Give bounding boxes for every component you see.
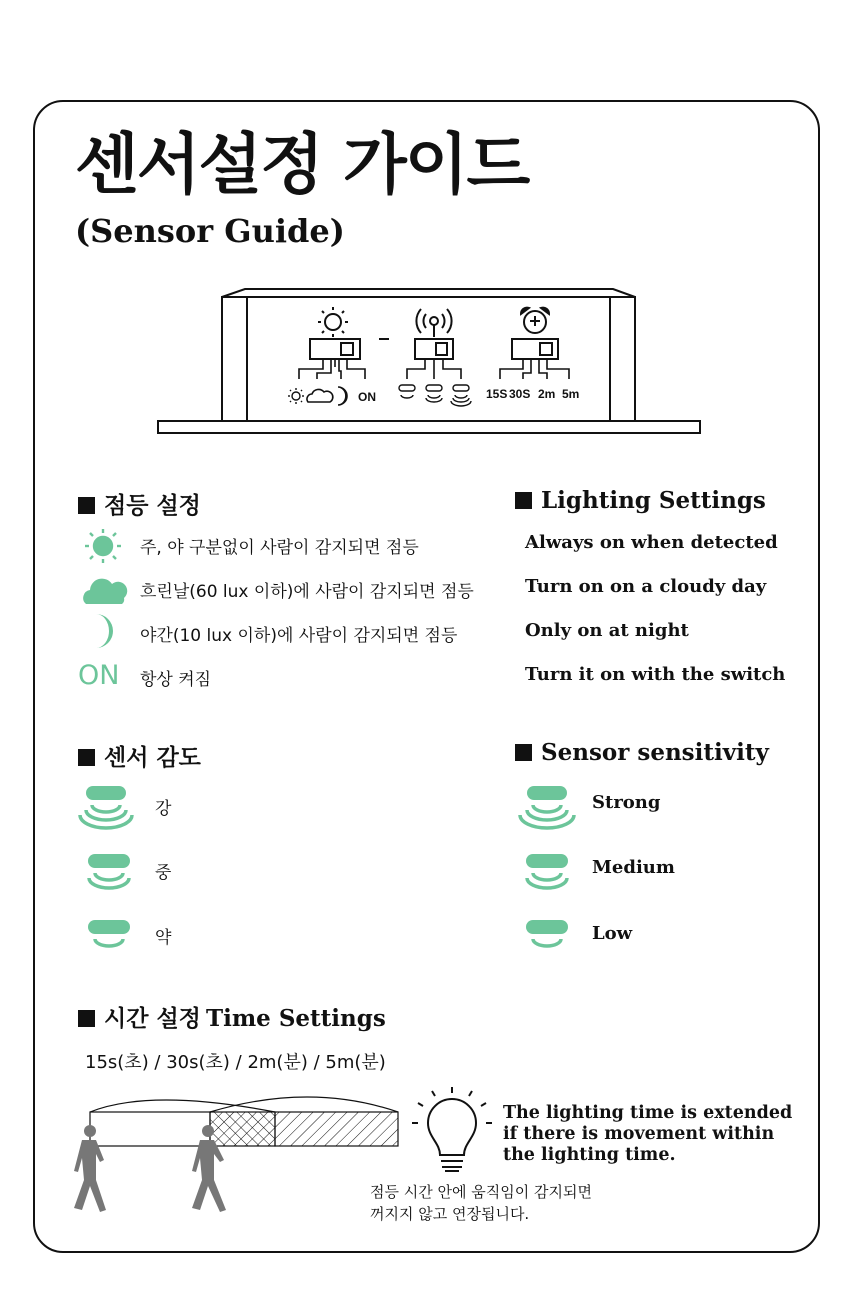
on-small-label: ON (358, 390, 376, 404)
lighting-heading-en-text: Lighting Settings (541, 487, 766, 514)
time-label-5m: 5m (562, 387, 580, 401)
light-bulb-icon (410, 1085, 498, 1177)
lighting-heading-ko (78, 487, 201, 520)
sensitivity-heading-en (515, 739, 769, 766)
time-note-ko-line-1: 점등 시간 안에 움직임이 감지되면 (370, 1183, 592, 1201)
time-note-ko (370, 1181, 592, 1225)
sensitivity-strong-icon (78, 784, 134, 838)
cloud-icon (80, 574, 128, 606)
lighting-row-4-ko: 항상 켜짐 (140, 670, 212, 690)
lighting-row-2-ko: 흐린날(60 lux 이하)에 사람이 감지되면 점등 (140, 582, 474, 602)
time-label-15s: 15S (486, 387, 508, 401)
lighting-heading-en (515, 487, 766, 514)
sensitivity-strong-icon-en (517, 784, 577, 838)
sensitivity-medium-icon (84, 852, 134, 894)
sensitivity-heading-en-text: Sensor sensitivity (541, 739, 769, 766)
sensor-device-illustration (155, 285, 705, 435)
moon-icon (82, 612, 122, 650)
time-heading-en: Time Settings (205, 1005, 386, 1032)
sensitivity-medium-ko: 중 (155, 863, 172, 883)
sensitivity-strong-en: Strong (592, 792, 661, 813)
lighting-row-3-ko: 야간(10 lux 이하)에 사람이 감지되면 점등 (140, 626, 458, 646)
on-icon: ON (78, 660, 120, 691)
lighting-row-1-en: Always on when detected (525, 532, 778, 553)
sensitivity-low-icon-en (522, 918, 572, 952)
lighting-heading-ko-text: 점등 설정 (104, 493, 201, 519)
time-heading (78, 1000, 386, 1033)
time-heading-ko: 시간 설정 (104, 1006, 201, 1032)
sensitivity-medium-icon-en (522, 852, 572, 894)
page-subtitle: (Sensor Guide) (75, 212, 345, 250)
page-title: 센서설정 가이드 (75, 126, 529, 203)
time-note-en (503, 1103, 792, 1166)
lighting-row-3-en: Only on at night (525, 620, 689, 641)
sensitivity-low-icon (84, 918, 134, 952)
time-note-en-line-1: The lighting time is extended (503, 1103, 793, 1123)
sensitivity-heading-ko (78, 739, 201, 772)
motion-timeline-illustration (60, 1082, 405, 1227)
lighting-row-1-ko: 주, 야 구분없이 사람이 감지되면 점등 (140, 538, 419, 558)
time-note-en-line-3: the lighting time. (503, 1145, 676, 1165)
sensitivity-low-ko: 약 (155, 928, 172, 948)
time-options: 15s(초) / 30s(초) / 2m(분) / 5m(분) (85, 1052, 386, 1073)
time-note-en-line-2: if there is movement within (503, 1124, 775, 1144)
lighting-row-2-en: Turn on on a cloudy day (525, 576, 767, 597)
sun-icon (80, 526, 126, 566)
time-label-2m: 2m (538, 387, 556, 401)
time-note-ko-line-2: 꺼지지 않고 연장됩니다. (370, 1205, 530, 1223)
time-label-30s: 30S (509, 387, 531, 401)
sensitivity-low-en: Low (592, 923, 633, 944)
sensitivity-heading-ko-text: 센서 감도 (104, 745, 201, 771)
lighting-row-4-en: Turn it on with the switch (525, 664, 786, 685)
sensitivity-medium-en: Medium (592, 857, 675, 878)
sensitivity-strong-ko: 강 (155, 799, 172, 819)
